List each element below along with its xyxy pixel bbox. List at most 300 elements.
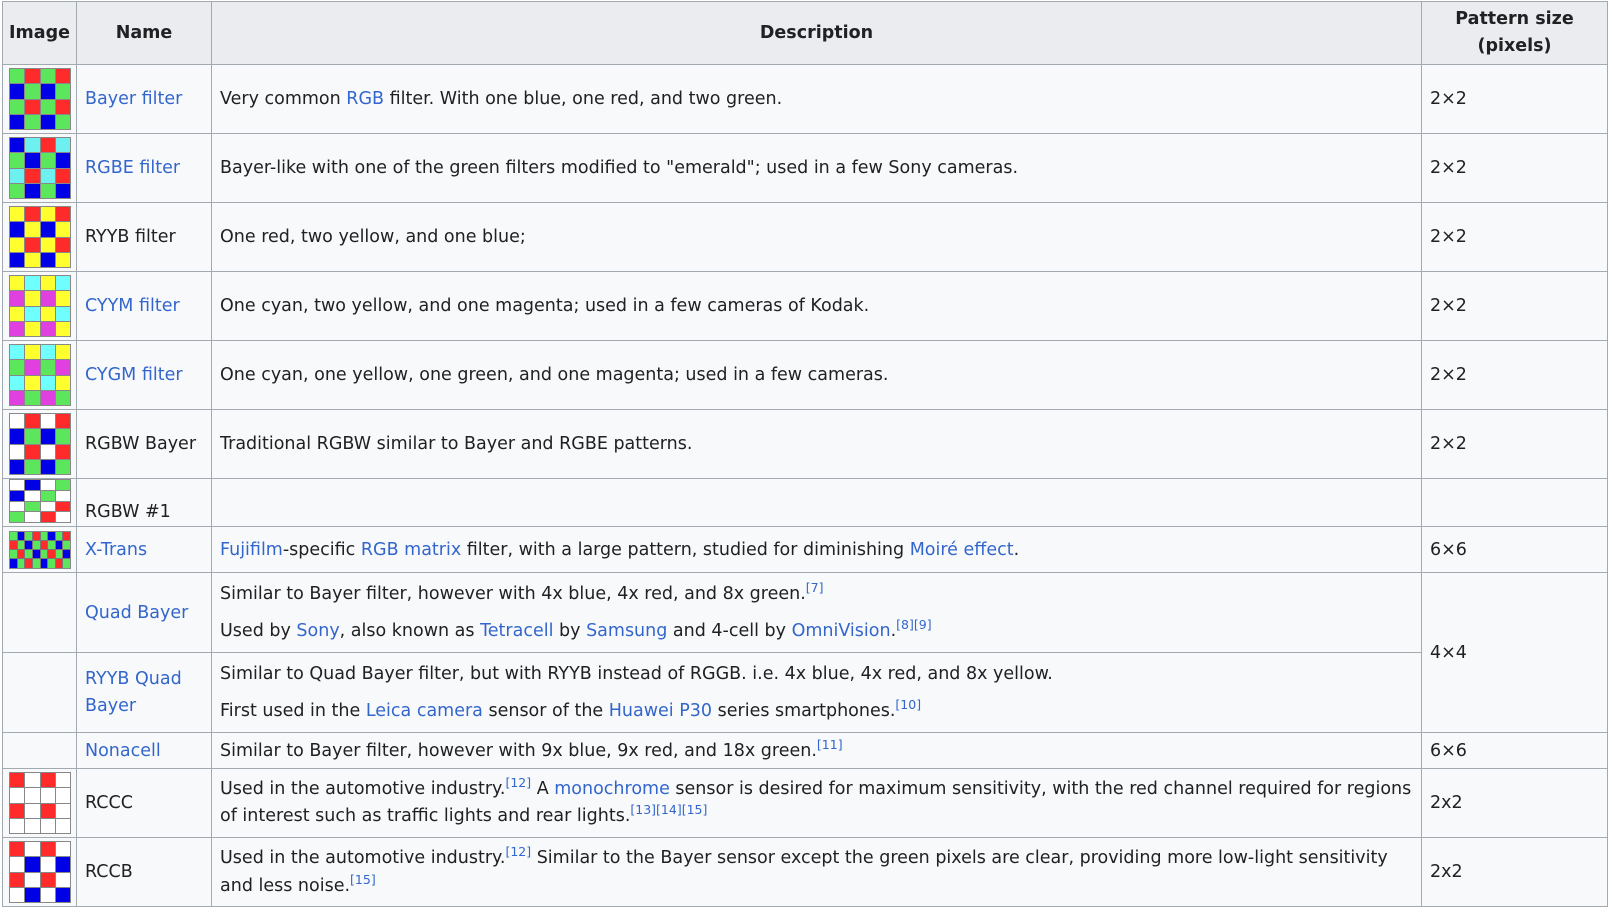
filter-pixel [56, 429, 70, 443]
table-row-rgbe [3, 134, 1608, 203]
pattern-size-cell: 2x2 [1422, 838, 1608, 907]
filter-pixel [25, 512, 39, 522]
filter-pixel [56, 391, 70, 405]
filter-pixel [56, 238, 70, 252]
filter-pixel [56, 138, 70, 152]
table-row-x-trans [3, 527, 1608, 573]
filter-pixel [18, 559, 25, 567]
filter-pixel [56, 804, 70, 818]
rgbe-pattern-image [9, 137, 71, 199]
description-text: . [890, 620, 897, 641]
citation-ref[interactable]: [13][14][15] [630, 802, 708, 818]
citation-ref[interactable]: [7] [805, 579, 824, 595]
name-cell [77, 272, 212, 341]
table-header-row [3, 2, 1608, 65]
filter-pixel [41, 169, 55, 183]
description-paragraph [220, 693, 1413, 730]
filter-pixel [10, 360, 24, 374]
filter-pixel [25, 238, 39, 252]
rgbe-filter-link[interactable]: RGBE filter [85, 158, 181, 178]
filter-pixel [25, 429, 39, 443]
description-cell [212, 410, 1422, 479]
table-row-quad-bayer [3, 573, 1608, 653]
filter-pixel [25, 115, 39, 129]
description-paragraph [220, 656, 1413, 693]
ryyb-pattern-image [9, 206, 71, 268]
citation-ref[interactable]: [10] [895, 696, 922, 712]
filter-pixel [25, 184, 39, 198]
col-header-image: Image [3, 2, 77, 65]
inline-link[interactable]: Samsung [586, 620, 668, 641]
filter-pixel [63, 559, 70, 567]
filter-pixel [63, 541, 70, 549]
filter-pixel [41, 69, 55, 83]
filter-pixel [10, 253, 24, 267]
description-text: filter, with a large pattern, studied for diminishing [461, 539, 910, 560]
filter-pixel [41, 391, 55, 405]
table-row-rccc [3, 769, 1608, 838]
name-cell [77, 573, 212, 653]
filter-pixel [56, 169, 70, 183]
filter-pixel [41, 445, 55, 459]
filter-pixel [25, 69, 39, 83]
name-cell [77, 653, 212, 733]
citation-ref[interactable]: [15] [350, 872, 376, 888]
description-cell [212, 479, 1422, 527]
pattern-size-cell: 2×2 [1422, 134, 1608, 203]
filter-pixel [56, 873, 70, 887]
description-cell [212, 272, 1422, 341]
filter-pixel [25, 502, 39, 512]
pattern-cell [3, 410, 77, 479]
description-text: sensor of the [482, 700, 609, 721]
pattern-size-cell: 2x2 [1422, 769, 1608, 838]
filter-pixel [25, 550, 32, 558]
col-header-name: Name [77, 2, 212, 65]
filter-pixel [56, 819, 70, 833]
filter-pixel [41, 184, 55, 198]
filter-pixel [56, 69, 70, 83]
filter-pixel [10, 184, 24, 198]
filter-pixel [56, 888, 70, 902]
description-cell [212, 769, 1422, 838]
filter-pixel [18, 550, 25, 558]
filter-pixel [10, 414, 24, 428]
filter-pixel [25, 532, 32, 540]
filter-pixel [25, 291, 39, 305]
table-row-ryyb [3, 203, 1608, 272]
filter-pixel [10, 207, 24, 221]
inline-link[interactable]: Sony [296, 620, 340, 641]
cygm-filter-link[interactable]: CYGM filter [85, 365, 183, 385]
filter-pixel [10, 345, 24, 359]
pattern-cell-empty [3, 573, 77, 653]
description-text: Similar to the Bayer sensor except the green pixels are clear, providing more low-light sensitivity and less noise. [220, 848, 1388, 896]
inline-link[interactable]: Tetracell [480, 620, 554, 641]
pattern-cell [3, 479, 77, 527]
filter-pixel [56, 360, 70, 374]
filter-pixel [10, 819, 24, 833]
filter-pixel [56, 345, 70, 359]
filter-pixel [41, 532, 48, 540]
description-text: . [1013, 539, 1020, 560]
filter-pixel [56, 414, 70, 428]
col-header-size-line1: Pattern size [1455, 9, 1574, 29]
filter-pixel [10, 512, 24, 522]
table-row-nonacell [3, 733, 1608, 769]
filter-pixel [33, 550, 40, 558]
inline-link[interactable]: monochrome [554, 779, 670, 799]
description-cell [212, 573, 1422, 653]
filter-pixel [10, 480, 24, 490]
pattern-cell [3, 134, 77, 203]
name-cell: RGBW Bayer [77, 410, 212, 479]
description-paragraph [220, 613, 1413, 650]
filter-pixel [41, 541, 48, 549]
filter-pixel [41, 414, 55, 428]
filter-pixel [10, 84, 24, 98]
filter-pixel [41, 84, 55, 98]
table-row-rgbw-1 [3, 479, 1608, 527]
filter-pixel [10, 445, 24, 459]
table-row-rccb [3, 838, 1608, 907]
description-cell [212, 341, 1422, 410]
filter-pixel [33, 559, 40, 567]
nonacell-link[interactable]: Nonacell [85, 740, 161, 761]
filter-pixel [48, 541, 55, 549]
pattern-cell [3, 838, 77, 907]
citation-ref[interactable]: [8][9] [896, 616, 932, 632]
filter-pixel [10, 559, 17, 567]
rgbw-1-pattern-image [9, 479, 71, 523]
filter-pixel [41, 819, 55, 833]
filter-pixel [33, 541, 40, 549]
description-cell [212, 203, 1422, 272]
inline-link[interactable]: RGB matrix [360, 539, 462, 560]
filter-pixel [25, 445, 39, 459]
filter-pixel [56, 445, 70, 459]
filter-pixel [10, 391, 24, 405]
description-paragraph [220, 576, 1413, 613]
pattern-cell-empty [3, 653, 77, 733]
description-text: filter. With one blue, one red, and two green. [384, 89, 783, 109]
name-cell [77, 65, 212, 134]
description-cell [212, 527, 1422, 573]
filter-pixel [10, 532, 17, 540]
filter-pixel [41, 253, 55, 267]
name-cell [77, 733, 212, 769]
filter-pixel [63, 532, 70, 540]
filter-pixel [10, 460, 24, 474]
filter-pixel [10, 541, 17, 549]
description-text: sensor is desired for maximum sensitivity, with the red channel required for regions of interest such as traffic lights and rear lights. [220, 779, 1412, 826]
pattern-size-cell: 2×2 [1422, 272, 1608, 341]
description-cell [212, 134, 1422, 203]
filter-pixel [10, 429, 24, 443]
cyym-pattern-image [9, 275, 71, 337]
color-filter-table [2, 1, 1608, 907]
quad-bayer-link[interactable]: Quad Bayer [85, 602, 189, 623]
filter-pixel [41, 376, 55, 390]
bayer-filter-link[interactable]: Bayer filter [85, 89, 183, 109]
filter-pixel [25, 414, 39, 428]
filter-pixel [56, 460, 70, 474]
filter-pixel [25, 480, 39, 490]
filter-pixel [25, 153, 39, 167]
filter-pixel [56, 512, 70, 522]
filter-pixel [41, 491, 55, 501]
filter-pixel [10, 888, 24, 902]
col-header-description: Description [212, 2, 1422, 65]
filter-pixel [25, 222, 39, 236]
filter-pixel [56, 541, 63, 549]
filter-pixel [25, 788, 39, 802]
name-cell [77, 527, 212, 573]
description-text: Similar to Quad Bayer filter, but with RYYB instead of RGGB. i.e. 4x blue, 4x red, and 8x yellow. [220, 663, 1053, 684]
col-header-size-line2: (pixels) [1477, 36, 1552, 56]
filter-pixel [41, 788, 55, 802]
filter-pixel [56, 559, 63, 567]
filter-pixel [41, 773, 55, 787]
filter-pixel [25, 138, 39, 152]
pattern-size-cell: 6×6 [1422, 527, 1608, 573]
filter-pixel [25, 307, 39, 321]
filter-pixel [10, 115, 24, 129]
filter-pixel [41, 550, 48, 558]
filter-pixel [56, 253, 70, 267]
filter-pixel [25, 360, 39, 374]
cygm-pattern-image [9, 344, 71, 406]
filter-pixel [25, 460, 39, 474]
filter-pixel [56, 491, 70, 501]
table-row-rgbw-bayer [3, 410, 1608, 479]
inline-link[interactable]: OmniVision [791, 620, 891, 641]
filter-pixel [25, 391, 39, 405]
filter-pixel [10, 491, 24, 501]
description-text: Traditional RGBW similar to Bayer and RGBE patterns. [220, 434, 693, 454]
pattern-size-cell: 2×2 [1422, 341, 1608, 410]
pattern-cell [3, 769, 77, 838]
filter-pixel [25, 857, 39, 871]
filter-pixel [10, 153, 24, 167]
filter-pixel [48, 532, 55, 540]
filter-pixel [10, 69, 24, 83]
filter-pixel [25, 804, 39, 818]
citation-ref[interactable]: [12] [505, 844, 532, 860]
filter-pixel [56, 376, 70, 390]
inline-link[interactable]: RGB [346, 89, 385, 109]
filter-pixel [41, 153, 55, 167]
rccb-pattern-image [9, 841, 71, 903]
description-cell [212, 733, 1422, 769]
description-text: Bayer-like with one of the green filters modified to "emerald"; used in a few Sony cameras. [220, 158, 1019, 178]
filter-pixel [41, 480, 55, 490]
filter-pixel [10, 873, 24, 887]
filter-pixel [25, 541, 32, 549]
filter-pixel [41, 222, 55, 236]
table-row-cyym [3, 272, 1608, 341]
pattern-size-cell: 2×2 [1422, 203, 1608, 272]
filter-pixel [41, 429, 55, 443]
filter-pixel [10, 804, 24, 818]
description-cell [212, 653, 1422, 733]
pattern-cell [3, 527, 77, 573]
filter-pixel [10, 222, 24, 236]
pattern-cell [3, 203, 77, 272]
pattern-cell [3, 272, 77, 341]
pattern-cell-empty [3, 733, 77, 769]
description-text: One cyan, one yellow, one green, and one magenta; used in a few cameras. [220, 365, 889, 385]
filter-pixel [41, 115, 55, 129]
description-text: series smartphones. [712, 700, 896, 721]
filter-pixel [41, 512, 55, 522]
inline-link[interactable]: Moiré effect [909, 539, 1014, 560]
filter-pixel [48, 559, 55, 567]
filter-pixel [25, 873, 39, 887]
description-text: -specific [282, 539, 361, 560]
filter-pixel [63, 550, 70, 558]
filter-pixel [10, 291, 24, 305]
filter-pixel [56, 842, 70, 856]
name-cell: RCCC [77, 769, 212, 838]
inline-link[interactable]: Fujifilm [220, 539, 283, 560]
filter-pixel [25, 276, 39, 290]
table-row-bayer [3, 65, 1608, 134]
description-text: by [553, 620, 587, 641]
description-text: , also known as [339, 620, 481, 641]
filter-pixel [25, 491, 39, 501]
filter-pixel [56, 291, 70, 305]
filter-pixel [56, 788, 70, 802]
name-cell: RYYB filter [77, 203, 212, 272]
filter-pixel [33, 532, 40, 540]
filter-pixel [10, 307, 24, 321]
table-row-cygm [3, 341, 1608, 410]
description-text: Similar to Bayer filter, however with 9x blue, 9x red, and 18x green. [220, 740, 817, 761]
filter-pixel [56, 222, 70, 236]
name-cell: RCCB [77, 838, 212, 907]
filter-pixel [41, 460, 55, 474]
ryyb-quad-bayer-link[interactable]: RYYB Quad Bayer [85, 668, 182, 716]
table-row-ryyb-quad-bayer [3, 653, 1608, 733]
filter-pixel [25, 559, 32, 567]
filter-pixel [25, 842, 39, 856]
rgbw-bayer-pattern-image [9, 413, 71, 475]
filter-pixel [41, 857, 55, 871]
description-text: Very common [220, 89, 347, 109]
filter-pixel [10, 857, 24, 871]
inline-link[interactable]: Huawei P30 [608, 700, 713, 721]
filter-pixel [56, 322, 70, 336]
filter-pixel [56, 276, 70, 290]
col-header-pattern-size [1422, 2, 1608, 65]
filter-pixel [25, 207, 39, 221]
inline-link[interactable]: Leica camera [365, 700, 483, 721]
x-trans-link[interactable]: X-Trans [85, 539, 148, 560]
filter-pixel [56, 100, 70, 114]
description-text: Used in the automotive industry. [220, 848, 506, 868]
filter-pixel [10, 842, 24, 856]
name-cell [77, 341, 212, 410]
filter-pixel [25, 819, 39, 833]
filter-pixel [10, 788, 24, 802]
filter-pixel [41, 276, 55, 290]
filter-pixel [56, 84, 70, 98]
pattern-cell [3, 341, 77, 410]
filter-pixel [10, 138, 24, 152]
filter-pixel [56, 502, 70, 512]
filter-pixel [25, 345, 39, 359]
filter-pixel [25, 100, 39, 114]
filter-pixel [56, 532, 63, 540]
filter-pixel [25, 888, 39, 902]
filter-pixel [41, 100, 55, 114]
filter-pixel [56, 115, 70, 129]
filter-pixel [41, 559, 48, 567]
description-cell [212, 838, 1422, 907]
filter-pixel [41, 138, 55, 152]
citation-ref[interactable]: [12] [505, 775, 532, 791]
filter-pixel [56, 480, 70, 490]
filter-pixel [41, 345, 55, 359]
cyym-filter-link[interactable]: CYYM filter [85, 296, 180, 316]
filter-pixel [41, 888, 55, 902]
bayer-pattern-image [9, 68, 71, 130]
description-text: Similar to Bayer filter, however with 4x blue, 4x red, and 8x green. [220, 583, 806, 604]
pattern-size-cell [1422, 479, 1608, 527]
rccc-pattern-image [9, 772, 71, 834]
filter-pixel [10, 100, 24, 114]
filter-pixel [10, 238, 24, 252]
filter-pixel [25, 84, 39, 98]
description-text: A [531, 779, 555, 799]
filter-pixel [41, 360, 55, 374]
filter-pixel [48, 550, 55, 558]
description-text: One red, two yellow, and one blue; [220, 227, 526, 247]
filter-pixel [56, 184, 70, 198]
filter-pixel [41, 207, 55, 221]
filter-pixel [56, 773, 70, 787]
filter-pixel [56, 307, 70, 321]
filter-pixel [41, 842, 55, 856]
filter-pixel [25, 169, 39, 183]
filter-pixel [25, 322, 39, 336]
filter-pixel [18, 541, 25, 549]
filter-pixel [10, 322, 24, 336]
filter-pixel [10, 550, 17, 558]
description-text: and 4-cell by [667, 620, 792, 641]
pattern-cell [3, 65, 77, 134]
filter-pixel [41, 804, 55, 818]
pattern-size-cell: 4×4 [1422, 573, 1608, 733]
description-text: First used in the [220, 700, 366, 721]
pattern-size-cell: 6×6 [1422, 733, 1608, 769]
name-cell [77, 134, 212, 203]
x-trans-pattern-image [9, 531, 71, 569]
description-text: One cyan, two yellow, and one magenta; used in a few cameras of Kodak. [220, 296, 870, 316]
filter-pixel [18, 532, 25, 540]
filter-pixel [41, 307, 55, 321]
filter-pixel [10, 773, 24, 787]
filter-pixel [10, 169, 24, 183]
description-text: Used in the automotive industry. [220, 779, 506, 799]
filter-pixel [25, 376, 39, 390]
filter-pixel [41, 238, 55, 252]
filter-pixel [56, 550, 63, 558]
citation-ref[interactable]: [11] [816, 736, 843, 752]
filter-pixel [56, 857, 70, 871]
filter-pixel [10, 276, 24, 290]
